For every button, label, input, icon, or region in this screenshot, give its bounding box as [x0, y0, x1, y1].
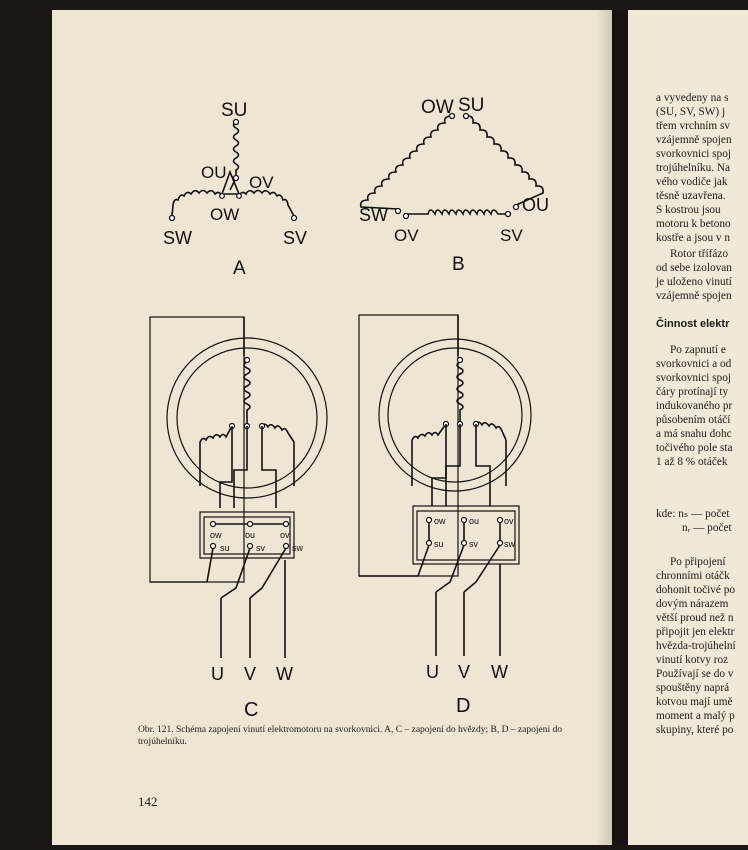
label-a: A — [233, 258, 246, 279]
right-page-line: spouštěny naprá — [656, 682, 730, 694]
right-page-line: vého vodiče jak — [656, 176, 728, 188]
right-page-line: působením otáčí — [656, 414, 731, 426]
label-c-w: W — [276, 664, 293, 684]
label-b-ou: OU — [522, 195, 549, 215]
right-page-line: vinutí kotvy roz — [656, 654, 729, 666]
term-c-sw: sw — [292, 543, 303, 553]
term-d-sv: sv — [469, 539, 478, 549]
right-page-line: S kostrou jsou — [656, 204, 721, 216]
right-page-line: těsně uzavřena. — [656, 190, 726, 202]
right-page-line: 1 až 8 % otáček — [656, 456, 728, 468]
right-page-line: (SU, SV, SW) j — [656, 106, 726, 118]
label-a-ov: OV — [249, 173, 274, 192]
label-d-u: U — [426, 662, 439, 682]
label-a-ou: OU — [201, 163, 227, 182]
section-heading: Činnost elektr — [656, 318, 730, 330]
term-d-ov: ov — [504, 516, 514, 526]
label-d-v: V — [458, 662, 471, 682]
label-a-su: SU — [221, 100, 248, 121]
term-c-sv: sv — [256, 543, 265, 553]
right-page-line: vzájemně spojen — [656, 290, 732, 302]
right-page-line: Používají se do v — [656, 668, 734, 680]
right-page-line: a vyvedeny na s — [656, 92, 729, 104]
diagram-c-star-motor — [150, 317, 327, 721]
term-d-ow: ow — [434, 516, 446, 526]
coil-sv — [239, 191, 294, 217]
right-page-line: od sebe izolovan — [656, 262, 732, 274]
term-c-ow: ow — [210, 530, 222, 540]
label-b-ov: OV — [394, 226, 419, 245]
term-c-ou: ou — [245, 530, 256, 540]
right-page-line: připojit jen elektr — [656, 626, 735, 638]
right-page-line: a má snahu dohc — [656, 428, 732, 440]
label-d: D — [456, 695, 471, 717]
label-a-ow: OW — [210, 205, 240, 224]
term-c-su: su — [220, 543, 230, 553]
right-page-line: je uloženo vinutí — [656, 276, 732, 288]
label-a-sv: SV — [283, 228, 308, 248]
right-page-line: svorkovnici spoj — [656, 148, 731, 160]
right-page-line: skupiny, které po — [656, 724, 734, 736]
delta-bottom-coil — [404, 210, 508, 214]
right-page-line: vzájemně spojen — [656, 134, 732, 146]
right-page-line: kde: nₛ — počet — [656, 508, 730, 520]
delta-left-coil — [361, 116, 452, 209]
page-number: 142 — [138, 794, 158, 809]
label-b-sv: SV — [500, 226, 523, 245]
label-c: C — [244, 699, 259, 721]
right-page-line: kostře a jsou v n — [656, 232, 731, 244]
right-page-line: moment a malý p — [656, 710, 735, 722]
right-page-line: větší proud než n — [656, 612, 734, 624]
delta-right-coil — [466, 116, 543, 206]
label-b: B — [452, 254, 465, 275]
label-c-u: U — [211, 664, 224, 684]
term-d-sw: sw — [504, 539, 515, 549]
label-d-w: W — [491, 662, 508, 682]
figure-caption: Obr. 121. Schéma zapojení vinutí elektromotoru na svorkovnici. A, C – zapojení do hvězdy; B, D – zapojení do trojúhelníku. — [138, 725, 562, 747]
diagram-a-star — [163, 100, 307, 279]
term-d-ou: ou — [469, 516, 480, 526]
right-page-line: hvězda-trojúhelní — [656, 640, 736, 652]
label-c-v: V — [244, 664, 257, 684]
right-page-line: třem vrchním sv — [656, 120, 731, 132]
right-page-line: svorkovnici spoj — [656, 372, 731, 384]
right-page-line: čáry protínají ty — [656, 386, 729, 398]
right-page-line: chronními otáčk — [656, 570, 730, 582]
right-page-line: motoru k betono — [656, 218, 731, 230]
diagram-d-delta-motor — [359, 315, 531, 717]
label-b-sw: SW — [359, 205, 388, 225]
term-d-su: su — [434, 539, 444, 549]
label-b-su: SU — [458, 95, 485, 116]
right-page-line: dohonit točivé po — [656, 584, 736, 596]
label-a-sw: SW — [163, 228, 192, 248]
right-page-line: trojúhelníku. Na — [656, 162, 731, 174]
right-page-line: Rotor třífázo — [670, 248, 729, 260]
term-c-ov: ov — [280, 530, 290, 540]
diagram-b-delta — [359, 95, 549, 275]
right-page-line: indukovaného pr — [656, 400, 733, 412]
right-page-line: točivého pole sta — [656, 442, 733, 454]
right-page-line: kotvou mají umě — [656, 696, 733, 708]
right-page-line: Po zapnutí e — [670, 344, 726, 356]
right-page-line: nᵣ — počet — [682, 522, 732, 534]
right-page-line: Po připojení — [670, 556, 726, 568]
label-b-ow: OW — [421, 97, 454, 118]
right-page-line: dovým nárazem — [656, 598, 729, 610]
right-page-line: svorkovnici a od — [656, 358, 732, 370]
